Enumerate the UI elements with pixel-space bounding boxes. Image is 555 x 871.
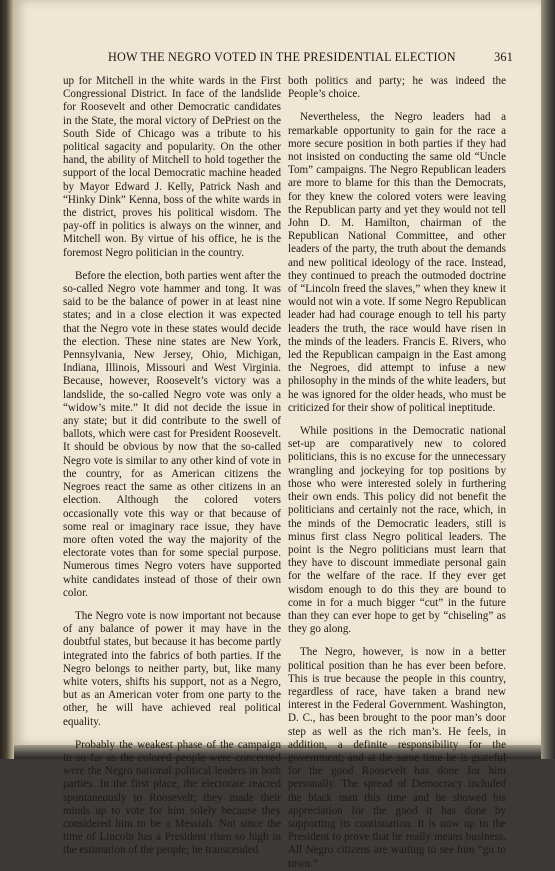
paragraph: Probably the weakest phase of the campaign in so far as the colored people were concerned were the Negro national political leaders in both parties. In the first place, the electorate reacted spontaneously to Roosevelt; they made their minds up to vote for him solely because they considered him to be a Messiah. Not since the time of Lincoln has a President risen so high in the estimation of the people; he transcended bbox=[63, 738, 281, 857]
paragraph: Before the election, both parties went after the so-called Negro vote hammer and tong. It was said to be the balance of power in at least nine states; and in a close election it was expected that the Negro vote in these states would decide the election. These nine states are New York, Pennsylvania, New Jersey, Ohio, Michigan, Indiana, Illinois, Missouri and West Virginia. Because, however, Roosevelt’s victory was a landslide, the so-called Negro vote was only a “widow’s mite.” It did not decide the issue in any state; but it did contribute to the swell of ballots, which were cast for President Roosevelt. It should be obvious by now that the so-called Negro vote is similar to any other kind of vote in the country, for as American citizens the Negroes react the same as other citizens in an election. Although the colored voters occasionally vote this way or that because of some real or imaginary race issue, they have more often voted the way the majority of the electorate votes than for some special purpose. Numerous times Negro voters have supported white candidates instead of those of their own color. bbox=[63, 269, 281, 599]
paragraph: The Negro vote is now important not because of any balance of power it may have in the doubtful states, but because it has become partly integrated into the fabrics of both parties. If the Negro belongs to neither party, but, like many white voters, shifts his support, not as a Negro, but as an American voter from one party to the other, he will have achieved real political equality. bbox=[63, 609, 281, 728]
paragraph: up for Mitchell in the white wards in the First Congressional District. In face of the landslide for Roosevelt and other Democratic candidates in the State, the moral victory of DePriest on the South Side of Chicago was a tribute to his political sagacity and popularity. On the other hand, the ability of Mitchell to hold together the support of the local Democratic machine headed by Mayor Edward J. Kelly, Patrick Nash and “Hinky Dink” Kenna, boss of the white wards in the district, proves his political wisdom. The pay-off in politics is always on the winner, and Mitchell won. By virtue of his office, he is the foremost Negro politician in the country. bbox=[63, 75, 281, 259]
paragraph: While positions in the Democratic national set-up are comparatively new to colored politicians, this is no excuse for the unnecessary wrangling and jockeying for top positions by those who were interested solely in furthering their own ends. This policy did not benefit the politicians and certainly not the race, which, in the minds of the Democratic leaders, still is minus first class Negro political leaders. The point is the Negro politicians must learn that they have to discount immediate personal gain for the welfare of the race. If they ever get wisdom enough to do this they are bound to come in for a much bigger “cut” in the future than they can ever hope to get by “chiseling” as they go along. bbox=[288, 425, 506, 636]
running-head-title: HOW THE NEGRO VOTED IN THE PRESIDENTIAL ELECTION bbox=[108, 50, 456, 64]
paragraph: The Negro, however, is now in a better political position than he has ever been before. This is true because the people in this country, regardless of race, have taken a brand new interest in the Federal Government. Washington, D. C., has been brought to the poor man’s door step as well as the rich man’s. He feels, in addition, a definite responsibility for the government; and at the same time he is grateful for the good Roosevelt has done for him personally. The spread of Democracy included the black man this time and he showed his appreciation for the good it has done by supporting its continuation. It is now up to the President to prove that he really means business. All Negro citizens are waiting to see him “go to town.” bbox=[288, 646, 506, 870]
paragraph: Nevertheless, the Negro leaders had a remarkable opportunity to gain for the race a more secure position in both parties if they had not insisted on conducting the same old “Uncle Tom” campaigns. The Negro Republican leaders are more to blame for this than the Democrats, for they knew the colored voters were leaving the Republican party and yet they would not tell John D. M. Hamilton, chairman of the Republican National Committee, and other leaders of the party, the truth about the demands and new political ideology of the race. Instead, they continued to preach the outmoded doctrine of “Lincoln freed the slaves,” when they knew it would not win a vote. If some Negro Republican leader had had courage enough to tell his party leaders the truth, the race would have risen in the minds of the leaders. Francis E. Rivers, who led the Republican campaign in the East among the Negroes, did attempt to infuse a new philosophy in the minds of the white leaders, but he was ignored for the older heads, who must be criticized for their show of political ineptitude. bbox=[288, 111, 506, 414]
paragraph: both politics and party; he was indeed the People’s choice. bbox=[288, 75, 506, 101]
running-head bbox=[55, 50, 513, 66]
page-number: 361 bbox=[494, 50, 513, 64]
right-column bbox=[288, 75, 506, 871]
left-column bbox=[63, 75, 281, 858]
page-edge-right bbox=[541, 0, 555, 759]
